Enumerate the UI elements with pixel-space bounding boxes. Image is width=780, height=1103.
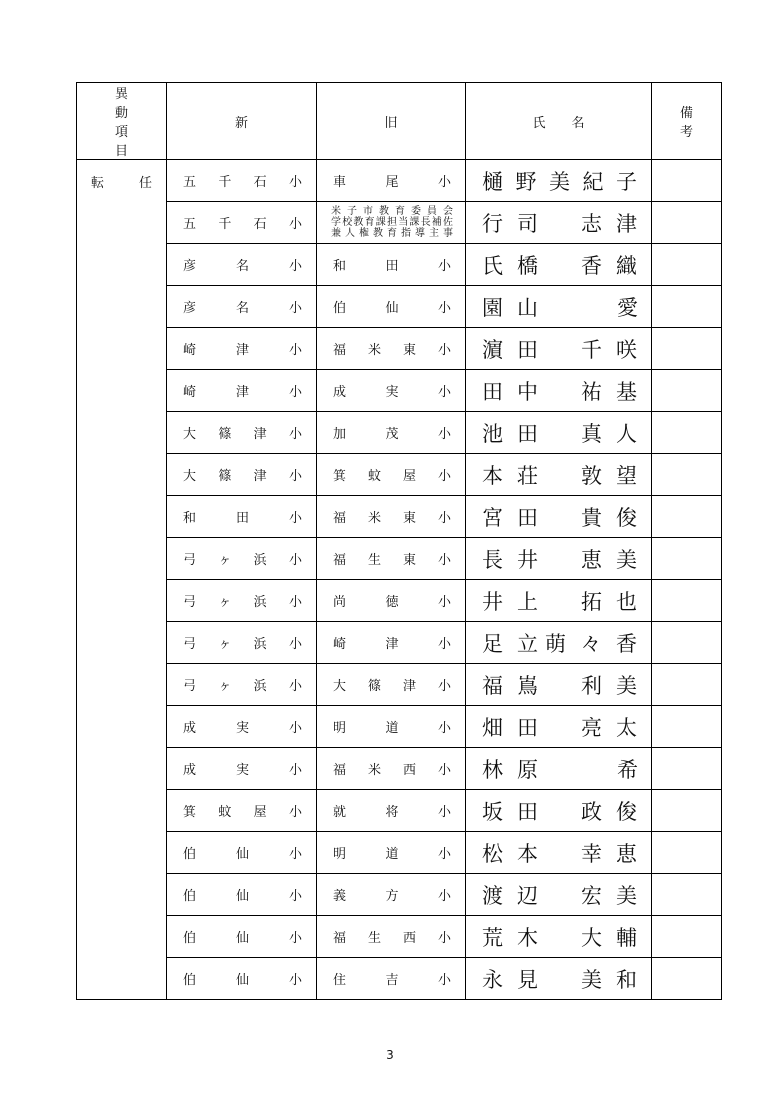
person-name-cell xyxy=(466,916,652,958)
given-name: 美 和 xyxy=(581,967,637,992)
transfer-table xyxy=(76,82,722,1000)
family-name: 井 上 xyxy=(482,589,538,614)
new-school-cell xyxy=(167,832,317,874)
old-school-cell xyxy=(317,496,466,538)
family-name: 宮 田 xyxy=(482,505,538,530)
person-name-cell xyxy=(466,706,652,748)
old-school: 車尾小 xyxy=(333,175,451,190)
person-name-cell xyxy=(466,496,652,538)
old-school-cell xyxy=(317,202,466,244)
new-school: 彦名小 xyxy=(183,301,302,316)
table-row xyxy=(77,160,722,202)
family-name: 畑 田 xyxy=(482,715,538,740)
remarks-cell xyxy=(652,328,722,370)
new-school-cell xyxy=(167,664,317,706)
given-name: 萌 々 香 xyxy=(545,631,637,656)
given-name: 祐 基 xyxy=(581,379,637,404)
old-school-cell xyxy=(317,622,466,664)
old-school-cell xyxy=(317,160,466,202)
new-school-cell xyxy=(167,496,317,538)
new-school-cell xyxy=(167,160,317,202)
given-name: 愛 xyxy=(617,295,638,320)
remarks-cell xyxy=(652,622,722,664)
old-school: 崎津小 xyxy=(333,637,451,652)
new-school: 大篠津小 xyxy=(183,469,302,484)
person-name xyxy=(466,544,651,574)
family-name: 本 荘 xyxy=(482,463,538,488)
header-new: 新 xyxy=(167,83,317,160)
table-row xyxy=(77,580,722,622)
family-name: 福 嶌 xyxy=(482,673,538,698)
new-school: 伯仙小 xyxy=(183,973,302,988)
person-name-cell xyxy=(466,412,652,454)
person-name xyxy=(466,754,651,784)
given-name: 貴 俊 xyxy=(581,505,637,530)
person-name xyxy=(466,166,651,196)
person-name-cell xyxy=(466,580,652,622)
old-position-multiline xyxy=(317,206,465,239)
new-school: 弓ヶ浜小 xyxy=(183,595,302,610)
old-school: 福米東小 xyxy=(333,511,451,526)
remarks-cell xyxy=(652,370,722,412)
person-name-cell xyxy=(466,286,652,328)
given-name: 亮 太 xyxy=(581,715,637,740)
new-school-cell xyxy=(167,622,317,664)
person-name-cell xyxy=(466,328,652,370)
header-name: 氏 名 xyxy=(466,83,652,160)
table-row xyxy=(77,706,722,748)
person-name xyxy=(466,334,651,364)
person-name xyxy=(466,292,651,322)
remarks-cell xyxy=(652,412,722,454)
header-old: 旧 xyxy=(317,83,466,160)
person-name xyxy=(466,376,651,406)
old-school: 福生西小 xyxy=(333,931,451,946)
old-school: 成実小 xyxy=(333,385,451,400)
new-school: 箕蚊屋小 xyxy=(183,805,302,820)
person-name xyxy=(466,838,651,868)
table-row xyxy=(77,244,722,286)
new-school: 五千石小 xyxy=(183,217,302,232)
person-name xyxy=(466,670,651,700)
new-school-cell xyxy=(167,916,317,958)
old-school-cell xyxy=(317,874,466,916)
old-position-line: 米子市教育委員会 xyxy=(331,206,453,217)
old-school: 明道小 xyxy=(333,721,451,736)
table-row xyxy=(77,370,722,412)
person-name xyxy=(466,796,651,826)
person-name xyxy=(466,460,651,490)
person-name-cell xyxy=(466,622,652,664)
person-name-cell xyxy=(466,664,652,706)
new-school-cell xyxy=(167,706,317,748)
given-name: 敦 望 xyxy=(581,463,637,488)
new-school: 崎津小 xyxy=(183,343,302,358)
remarks-cell xyxy=(652,202,722,244)
family-name: 樋 野 美 紀 子 xyxy=(482,169,637,194)
new-school: 弓ヶ浜小 xyxy=(183,553,302,568)
old-school-cell xyxy=(317,916,466,958)
remarks-cell xyxy=(652,160,722,202)
person-name xyxy=(466,250,651,280)
family-name: 田 中 xyxy=(482,379,538,404)
table-row xyxy=(77,286,722,328)
new-school: 崎津小 xyxy=(183,385,302,400)
family-name: 林 原 xyxy=(482,757,538,782)
given-name: 大 輔 xyxy=(581,925,637,950)
new-school: 大篠津小 xyxy=(183,427,302,442)
family-name: 永 見 xyxy=(482,967,538,992)
table-row xyxy=(77,916,722,958)
person-name-cell xyxy=(466,202,652,244)
person-name xyxy=(466,208,651,238)
old-school-cell xyxy=(317,244,466,286)
remarks-cell xyxy=(652,874,722,916)
family-name: 長 井 xyxy=(482,547,538,572)
old-school: 箕蚊屋小 xyxy=(333,469,451,484)
old-school-cell xyxy=(317,790,466,832)
header-category: 異動項目 xyxy=(77,83,167,160)
new-school: 伯仙小 xyxy=(183,889,302,904)
remarks-cell xyxy=(652,538,722,580)
given-name: 拓 也 xyxy=(581,589,637,614)
new-school: 和田小 xyxy=(183,511,302,526)
family-name: 松 本 xyxy=(482,841,538,866)
old-school-cell xyxy=(317,412,466,454)
old-school-cell xyxy=(317,538,466,580)
remarks-cell xyxy=(652,286,722,328)
new-school: 成実小 xyxy=(183,763,302,778)
family-name: 池 田 xyxy=(482,421,538,446)
remarks-cell xyxy=(652,748,722,790)
given-name: 千 咲 xyxy=(581,337,637,362)
remarks-cell xyxy=(652,580,722,622)
family-name: 渡 辺 xyxy=(482,883,538,908)
remarks-cell xyxy=(652,244,722,286)
category-cell xyxy=(77,160,167,1000)
old-school-cell xyxy=(317,706,466,748)
given-name: 志 津 xyxy=(581,211,637,236)
remarks-cell xyxy=(652,790,722,832)
old-school: 住吉小 xyxy=(333,973,451,988)
given-name: 恵 美 xyxy=(581,547,637,572)
table-row xyxy=(77,622,722,664)
table-row xyxy=(77,328,722,370)
new-school: 成実小 xyxy=(183,721,302,736)
person-name xyxy=(466,628,651,658)
remarks-cell xyxy=(652,958,722,1000)
old-school: 義方小 xyxy=(333,889,451,904)
given-name: 宏 美 xyxy=(581,883,637,908)
old-school: 尚徳小 xyxy=(333,595,451,610)
old-school: 福米西小 xyxy=(333,763,451,778)
table-row xyxy=(77,790,722,832)
remarks-cell xyxy=(652,454,722,496)
new-school: 伯仙小 xyxy=(183,931,302,946)
person-name-cell xyxy=(466,958,652,1000)
table-row xyxy=(77,412,722,454)
table-row xyxy=(77,874,722,916)
table-row xyxy=(77,496,722,538)
given-name: 幸 恵 xyxy=(581,841,637,866)
table-row xyxy=(77,538,722,580)
person-name-cell xyxy=(466,874,652,916)
new-school-cell xyxy=(167,790,317,832)
family-name: 荒 木 xyxy=(482,925,538,950)
person-name xyxy=(466,418,651,448)
old-school-cell xyxy=(317,748,466,790)
person-name xyxy=(466,586,651,616)
new-school-cell xyxy=(167,580,317,622)
remarks-cell xyxy=(652,832,722,874)
person-name-cell xyxy=(466,160,652,202)
table-row xyxy=(77,748,722,790)
new-school-cell xyxy=(167,370,317,412)
family-name: 足 立 xyxy=(482,631,538,656)
header-remarks: 備 考 xyxy=(652,83,722,160)
family-name: 濵 田 xyxy=(482,337,538,362)
old-position-line: 兼人権教育指導主事 xyxy=(331,228,453,239)
family-name: 行 司 xyxy=(482,211,538,236)
new-school-cell xyxy=(167,958,317,1000)
old-school-cell xyxy=(317,286,466,328)
family-name: 坂 田 xyxy=(482,799,538,824)
table-body xyxy=(77,160,722,1000)
person-name-cell xyxy=(466,244,652,286)
old-school: 加茂小 xyxy=(333,427,451,442)
old-position-line: 学校教育課担当課長補佐 xyxy=(331,217,453,228)
person-name xyxy=(466,880,651,910)
person-name-cell xyxy=(466,538,652,580)
family-name: 氏 橋 xyxy=(482,253,538,278)
old-school: 福生東小 xyxy=(333,553,451,568)
new-school: 伯仙小 xyxy=(183,847,302,862)
old-school: 大篠津小 xyxy=(333,679,451,694)
table-row xyxy=(77,202,722,244)
given-name: 利 美 xyxy=(581,673,637,698)
new-school-cell xyxy=(167,874,317,916)
person-name-cell xyxy=(466,748,652,790)
person-name-cell xyxy=(466,790,652,832)
new-school-cell xyxy=(167,286,317,328)
person-name-cell xyxy=(466,370,652,412)
person-name-cell xyxy=(466,832,652,874)
new-school: 弓ヶ浜小 xyxy=(183,679,302,694)
old-school-cell xyxy=(317,958,466,1000)
person-name xyxy=(466,922,651,952)
old-school: 和田小 xyxy=(333,259,451,274)
old-school-cell xyxy=(317,328,466,370)
remarks-cell xyxy=(652,664,722,706)
person-name xyxy=(466,712,651,742)
old-school: 伯仙小 xyxy=(333,301,451,316)
new-school-cell xyxy=(167,244,317,286)
new-school-cell xyxy=(167,454,317,496)
table-row xyxy=(77,958,722,1000)
new-school-cell xyxy=(167,748,317,790)
person-name xyxy=(466,502,651,532)
given-name: 希 xyxy=(617,757,638,782)
family-name: 園 山 xyxy=(482,295,538,320)
new-school: 彦名小 xyxy=(183,259,302,274)
new-school-cell xyxy=(167,328,317,370)
new-school-cell xyxy=(167,202,317,244)
old-school: 明道小 xyxy=(333,847,451,862)
table-row xyxy=(77,664,722,706)
remarks-cell xyxy=(652,706,722,748)
old-school: 就将小 xyxy=(333,805,451,820)
new-school: 弓ヶ浜小 xyxy=(183,637,302,652)
new-school: 五千石小 xyxy=(183,175,302,190)
old-school-cell xyxy=(317,832,466,874)
table-row xyxy=(77,832,722,874)
old-school-cell xyxy=(317,370,466,412)
old-school-cell xyxy=(317,580,466,622)
old-school-cell xyxy=(317,454,466,496)
person-name-cell xyxy=(466,454,652,496)
table-row xyxy=(77,454,722,496)
header-row xyxy=(77,83,722,160)
category-label: 転 任 xyxy=(91,176,152,191)
given-name: 香 織 xyxy=(581,253,637,278)
old-school-cell xyxy=(317,664,466,706)
person-name xyxy=(466,964,651,994)
given-name: 真 人 xyxy=(581,421,637,446)
old-school: 福米東小 xyxy=(333,343,451,358)
remarks-cell xyxy=(652,916,722,958)
page-number: 3 xyxy=(386,1048,394,1062)
given-name: 政 俊 xyxy=(581,799,637,824)
new-school-cell xyxy=(167,538,317,580)
new-school-cell xyxy=(167,412,317,454)
remarks-cell xyxy=(652,496,722,538)
